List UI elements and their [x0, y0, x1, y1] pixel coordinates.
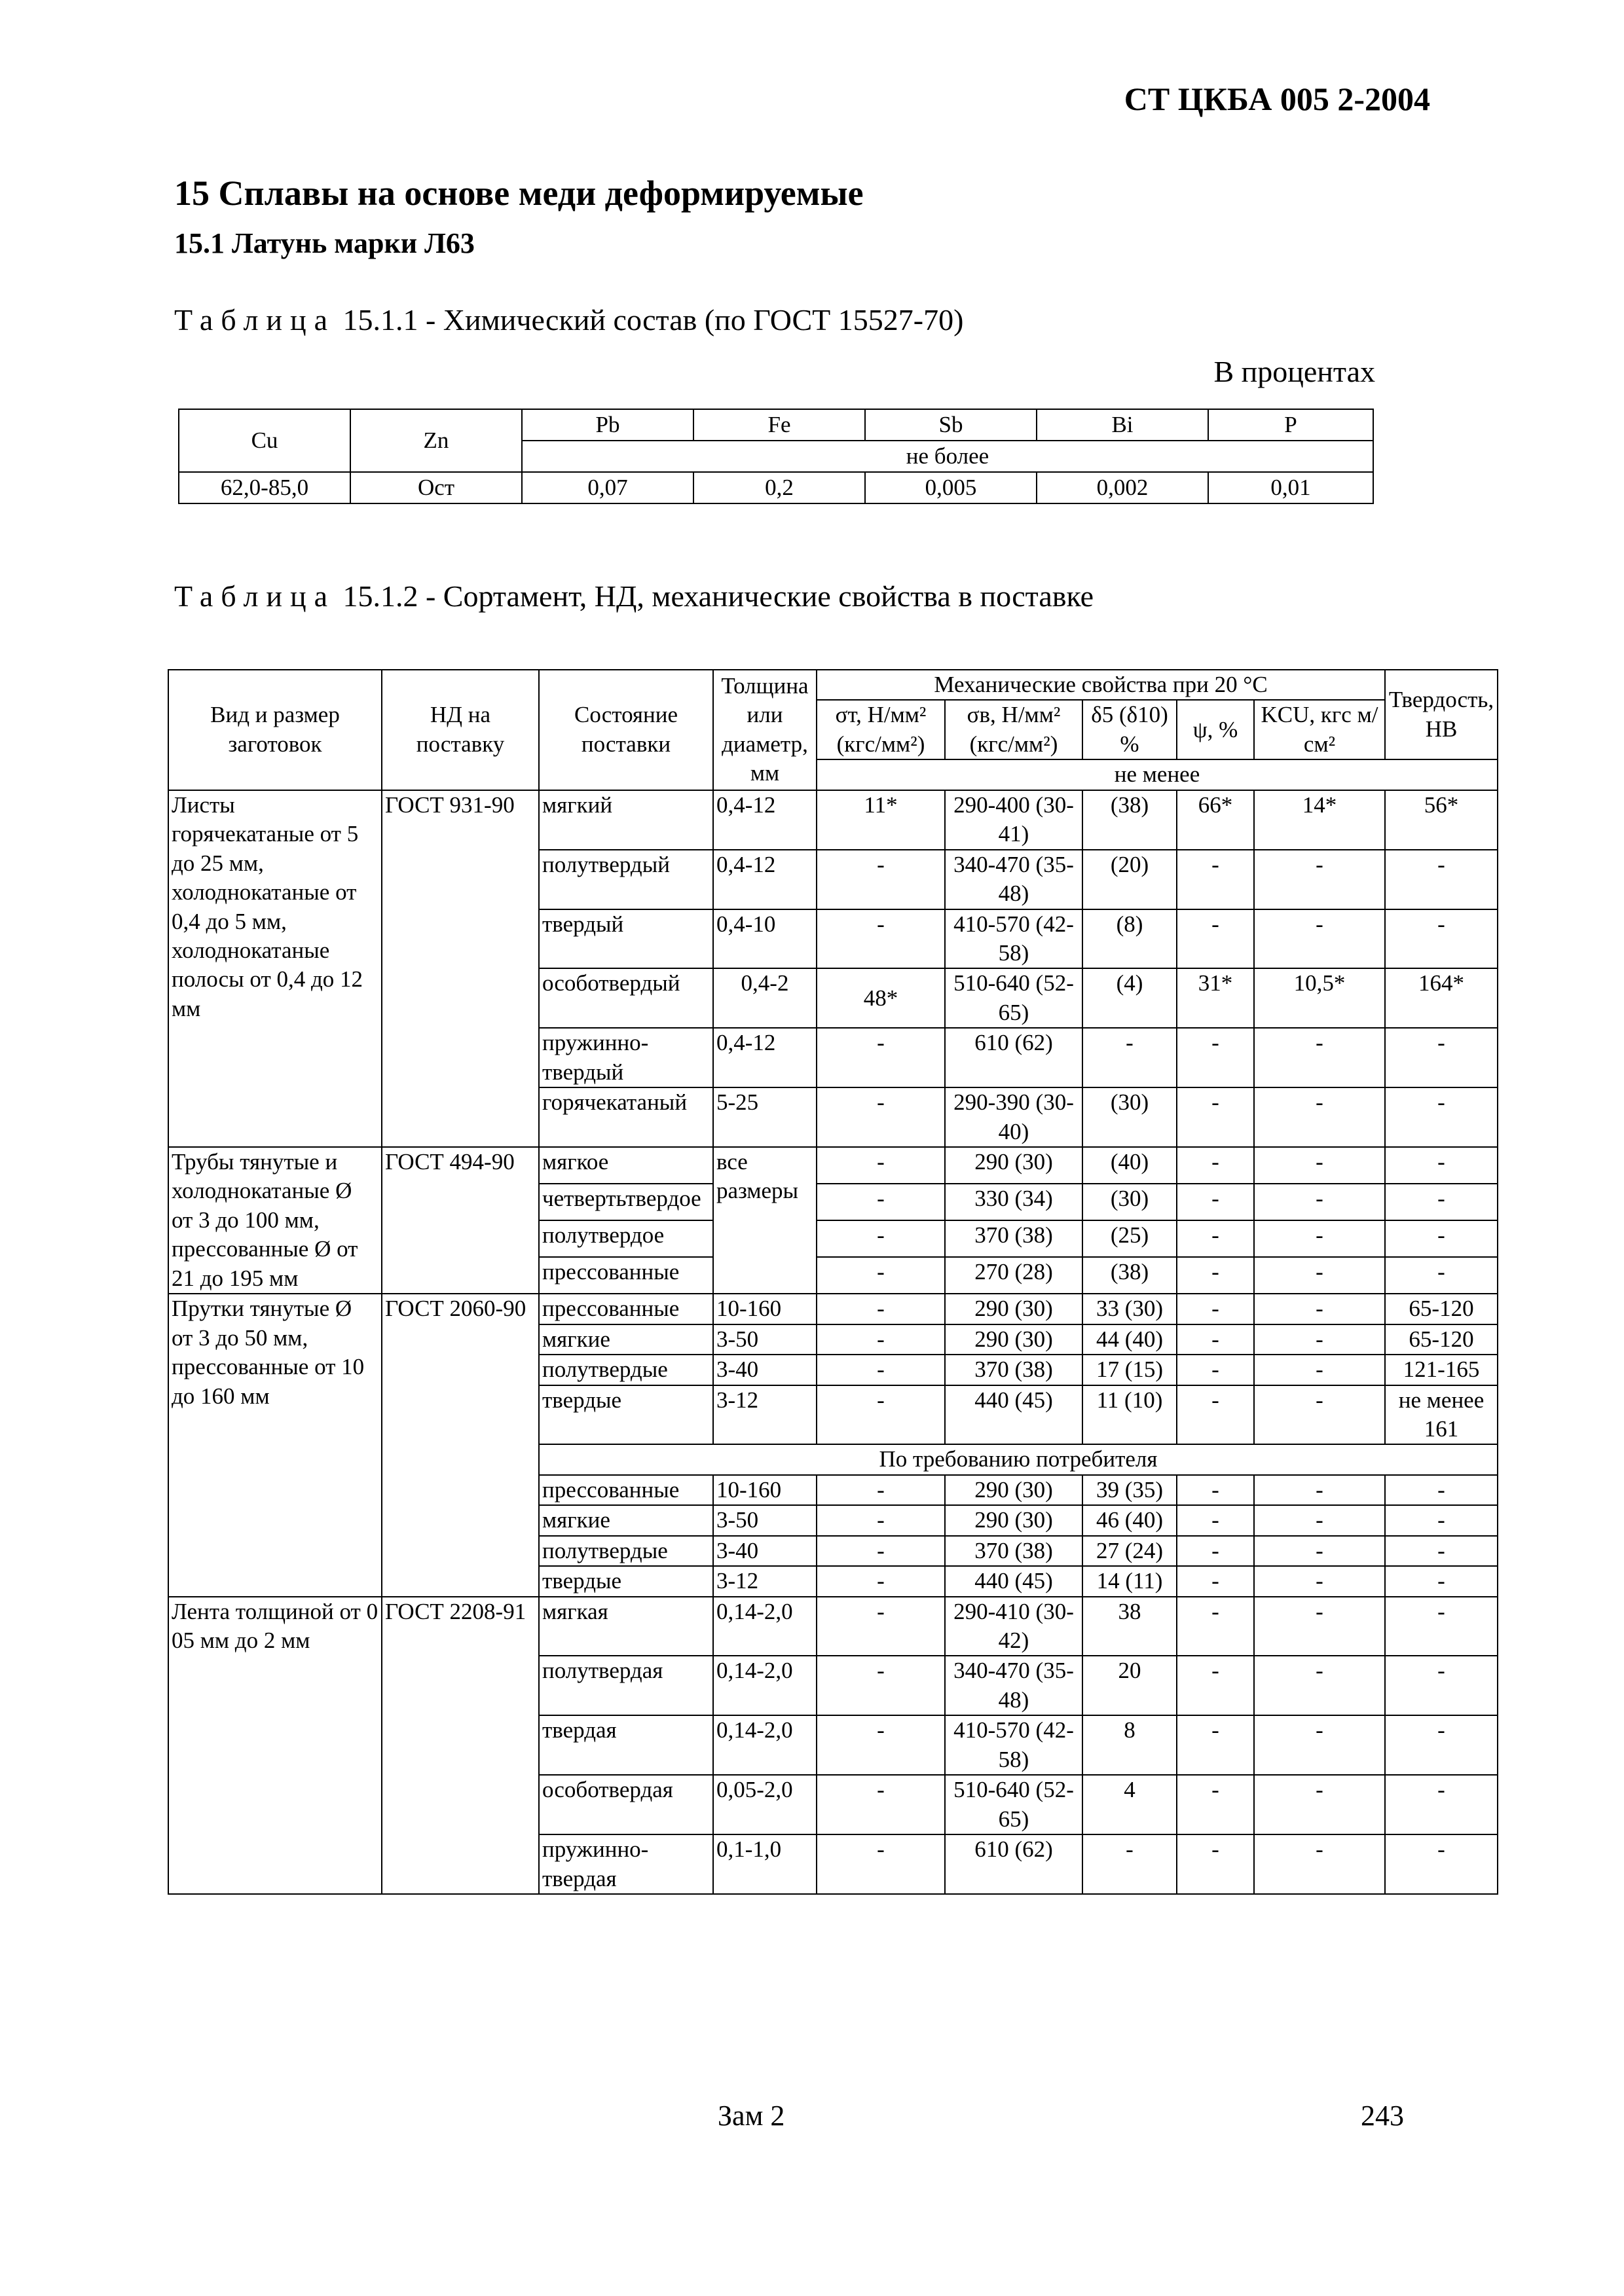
table1-value-row: [179, 472, 1373, 503]
cell-sigma-t: -: [817, 1147, 945, 1184]
cell-hardness: 121-165: [1385, 1355, 1498, 1385]
cell-hardness: -: [1385, 1257, 1498, 1294]
table-row: [168, 790, 1498, 850]
cell-state: четвертьтвердое: [539, 1184, 713, 1220]
cell-hardness: -: [1385, 1715, 1498, 1775]
cell-sigma-t: -: [817, 1294, 945, 1324]
cell-kcu: -: [1254, 1475, 1385, 1505]
cell-hardness: -: [1385, 1656, 1498, 1715]
cell-kcu: -: [1254, 1147, 1385, 1184]
cell-hardness: -: [1385, 1775, 1498, 1834]
cell-sigma-t: -: [817, 1087, 945, 1147]
cell-sigma-t: -: [817, 1536, 945, 1566]
cell-sigma-b: 370 (38): [945, 1220, 1082, 1257]
cell-state: мягкие: [539, 1324, 713, 1355]
cell-thickness: 3-50: [713, 1505, 817, 1535]
header-kind: Вид и размер заготовок: [168, 670, 382, 790]
header-min: не менее: [817, 759, 1498, 790]
cell-kcu: -: [1254, 1355, 1385, 1385]
cell-delta: (4): [1082, 968, 1177, 1028]
cell-sigma-b: 610 (62): [945, 1028, 1082, 1087]
cell-thickness: 3-40: [713, 1536, 817, 1566]
subsection-title: 15.1 Латунь марки Л63: [174, 227, 475, 259]
cell-sigma-t: -: [817, 1597, 945, 1656]
cell-kcu: -: [1254, 1220, 1385, 1257]
cell-sigma-b: 290-410 (30-42): [945, 1597, 1082, 1656]
cell-psi: -: [1177, 1324, 1254, 1355]
cell-sigma-b: 290 (30): [945, 1324, 1082, 1355]
cell-thickness: 0,1-1,0: [713, 1834, 817, 1894]
table2-caption-text: 15.1.2 - Сортамент, НД, механические свойства в поставке: [342, 579, 1094, 613]
group-kind-rods: Прутки тянутые Ø от 3 до 50 мм, прессованные от 10 до 160 мм: [168, 1294, 382, 1596]
cell-sigma-t: -: [817, 1656, 945, 1715]
cell-kcu: -: [1254, 1257, 1385, 1294]
cell-hardness: -: [1385, 1505, 1498, 1535]
cell-thickness: 0,14-2,0: [713, 1656, 817, 1715]
cell-hardness: -: [1385, 1566, 1498, 1596]
cell-sigma-b: 340-470 (35-48): [945, 1656, 1082, 1715]
document-code: СТ ЦКБА 005 2-2004: [1124, 81, 1430, 117]
cell-thickness: 10-160: [713, 1294, 817, 1324]
cell-psi: -: [1177, 1385, 1254, 1445]
group-kind-tubes: Трубы тянутые и холоднокатаные Ø от 3 до 100 мм, прессованные Ø от 21 до 195 мм: [168, 1147, 382, 1294]
cell-hardness: -: [1385, 1028, 1498, 1087]
table1-caption-text: 15.1.1 - Химический состав (по ГОСТ 15527-70): [342, 303, 964, 337]
cell-sigma-b: 370 (38): [945, 1536, 1082, 1566]
cell-thickness: 0,4-10: [713, 909, 817, 969]
header-kcu: KCU, кгс м/см²: [1254, 700, 1385, 759]
cell-state: твердые: [539, 1385, 713, 1445]
cell-delta: 14 (11): [1082, 1566, 1177, 1596]
cell-state: полутвердая: [539, 1656, 713, 1715]
cell-hardness: 65-120: [1385, 1294, 1498, 1324]
cell-thickness: 0,4-12: [713, 1028, 817, 1087]
cell-sigma-b: 330 (34): [945, 1184, 1082, 1220]
table1-value-cell: 0,07: [522, 472, 693, 503]
table1-subheader-cell: не более: [522, 441, 1373, 472]
cell-hardness: -: [1385, 1220, 1498, 1257]
consumer-note: По требованию потребителя: [539, 1444, 1498, 1474]
cell-state: твердая: [539, 1715, 713, 1775]
cell-thickness: 0,4-12: [713, 850, 817, 909]
cell-delta: 8: [1082, 1715, 1177, 1775]
cell-psi: 31*: [1177, 968, 1254, 1028]
cell-kcu: -: [1254, 1505, 1385, 1535]
header-mechanical: Механические свойства при 20 °С: [817, 670, 1385, 700]
header-thickness: Толщина или диаметр, мм: [713, 670, 817, 790]
table-row: [168, 1597, 1498, 1656]
cell-thickness: 10-160: [713, 1475, 817, 1505]
cell-delta: 4: [1082, 1775, 1177, 1834]
cell-state: мягкие: [539, 1505, 713, 1535]
cell-thickness: 0,05-2,0: [713, 1775, 817, 1834]
header-nd: НД на поставку: [382, 670, 539, 790]
cell-psi: -: [1177, 1028, 1254, 1087]
cell-kcu: -: [1254, 1656, 1385, 1715]
table1-value-cell: 0,01: [1208, 472, 1373, 503]
table1-unit-note: В процентах: [1213, 355, 1375, 388]
cell-kcu: -: [1254, 1294, 1385, 1324]
cell-sigma-t: -: [817, 1834, 945, 1894]
header-sigma-b: σв, Н/мм² (кгс/мм²): [945, 700, 1082, 759]
cell-sigma-b: 440 (45): [945, 1566, 1082, 1596]
cell-sigma-t: -: [817, 1505, 945, 1535]
group-kind-tape: Лента толщиной от 0 05 мм до 2 мм: [168, 1597, 382, 1894]
cell-hardness: -: [1385, 850, 1498, 909]
cell-kcu: -: [1254, 1834, 1385, 1894]
table1-header-cell: Sb: [865, 409, 1037, 441]
group-kind-sheets: Листы горячекатаные от 5 до 25 мм, холоднокатаные от 0,4 до 5 мм, холоднокатаные полосы от 0,4 до 12 мм: [168, 790, 382, 1147]
cell-psi: -: [1177, 1257, 1254, 1294]
cell-sigma-t: -: [817, 1715, 945, 1775]
header-psi: ψ, %: [1177, 700, 1254, 759]
cell-delta: 11 (10): [1082, 1385, 1177, 1445]
cell-psi: -: [1177, 1566, 1254, 1596]
cell-sigma-b: 290 (30): [945, 1294, 1082, 1324]
cell-thickness: 0,4-12: [713, 790, 817, 850]
cell-thickness: 3-50: [713, 1324, 817, 1355]
cell-thickness: 3-12: [713, 1566, 817, 1596]
cell-psi: -: [1177, 1294, 1254, 1324]
cell-kcu: -: [1254, 1566, 1385, 1596]
cell-hardness: -: [1385, 1184, 1498, 1220]
cell-sigma-t: -: [817, 909, 945, 969]
cell-hardness: 65-120: [1385, 1324, 1498, 1355]
cell-sigma-b: 510-640 (52-65): [945, 1775, 1082, 1834]
table1-header-cell: Zn: [350, 409, 522, 472]
header-state: Состояние поставки: [539, 670, 713, 790]
cell-state: мягкое: [539, 1147, 713, 1184]
cell-sigma-b: 290 (30): [945, 1475, 1082, 1505]
cell-kcu: -: [1254, 1087, 1385, 1147]
cell-sigma-t: 48*: [817, 968, 945, 1028]
cell-hardness: -: [1385, 1475, 1498, 1505]
cell-delta: (30): [1082, 1087, 1177, 1147]
cell-delta: 46 (40): [1082, 1505, 1177, 1535]
cell-thickness: 3-40: [713, 1355, 817, 1385]
cell-hardness: 164*: [1385, 968, 1498, 1028]
table1-value-cell: 0,002: [1037, 472, 1208, 503]
cell-hardness: -: [1385, 1147, 1498, 1184]
cell-delta: 17 (15): [1082, 1355, 1177, 1385]
table1-header-cell: Cu: [179, 409, 350, 472]
cell-sigma-t: -: [817, 1566, 945, 1596]
cell-sigma-b: 510-640 (52-65): [945, 968, 1082, 1028]
cell-hardness: -: [1385, 1087, 1498, 1147]
cell-delta: 20: [1082, 1656, 1177, 1715]
cell-kcu: 14*: [1254, 790, 1385, 850]
table-row: [168, 1147, 1498, 1184]
cell-hardness: -: [1385, 1597, 1498, 1656]
cell-hardness: -: [1385, 1536, 1498, 1566]
cell-kcu: -: [1254, 1775, 1385, 1834]
cell-state: полутвердый: [539, 850, 713, 909]
table1-header-cell: Fe: [693, 409, 865, 441]
cell-psi: -: [1177, 1505, 1254, 1535]
cell-delta: 27 (24): [1082, 1536, 1177, 1566]
table1-header-row: [179, 409, 1373, 441]
cell-delta: (8): [1082, 909, 1177, 969]
table1-header-cell: Bi: [1037, 409, 1208, 441]
cell-state: особотвердый: [539, 968, 713, 1028]
cell-delta: (20): [1082, 850, 1177, 909]
cell-delta: 38: [1082, 1597, 1177, 1656]
cell-psi: -: [1177, 1775, 1254, 1834]
cell-delta: (38): [1082, 1257, 1177, 1294]
cell-state: прессованные: [539, 1257, 713, 1294]
table-row: [168, 1294, 1498, 1324]
cell-sigma-b: 440 (45): [945, 1385, 1082, 1445]
cell-kcu: -: [1254, 850, 1385, 909]
cell-psi: -: [1177, 1355, 1254, 1385]
cell-delta: -: [1082, 1834, 1177, 1894]
cell-sigma-b: 340-470 (35-48): [945, 850, 1082, 909]
cell-sigma-t: -: [817, 1220, 945, 1257]
cell-state: мягкая: [539, 1597, 713, 1656]
cell-thickness: 5-25: [713, 1087, 817, 1147]
cell-kcu: -: [1254, 1715, 1385, 1775]
cell-hardness: -: [1385, 1834, 1498, 1894]
cell-sigma-b: 410-570 (42-58): [945, 1715, 1082, 1775]
header-sigma-t: σт, Н/мм² (кгс/мм²): [817, 700, 945, 759]
cell-state: пружинно-твердый: [539, 1028, 713, 1087]
group-nd-tape: ГОСТ 2208-91: [382, 1597, 539, 1894]
table2-header-row: [168, 670, 1498, 700]
header-hardness: Твердость, НВ: [1385, 670, 1498, 759]
cell-sigma-t: -: [817, 850, 945, 909]
cell-kcu: -: [1254, 1536, 1385, 1566]
cell-sigma-b: 410-570 (42-58): [945, 909, 1082, 969]
cell-state: прессованные: [539, 1475, 713, 1505]
cell-state: пружинно-твердая: [539, 1834, 713, 1894]
cell-kcu: -: [1254, 909, 1385, 969]
cell-state: твердые: [539, 1566, 713, 1596]
cell-psi: -: [1177, 1087, 1254, 1147]
cell-sigma-b: 290-390 (30-40): [945, 1087, 1082, 1147]
cell-psi: -: [1177, 1220, 1254, 1257]
table2-caption-word: Таблица: [174, 579, 335, 613]
cell-psi: -: [1177, 1834, 1254, 1894]
cell-sigma-t: -: [817, 1475, 945, 1505]
header-delta: δ5 (δ10) %: [1082, 700, 1177, 759]
change-number: Зам 2: [718, 2100, 785, 2132]
chemical-composition-table: [178, 409, 1374, 504]
cell-kcu: -: [1254, 1385, 1385, 1445]
cell-delta: (40): [1082, 1147, 1177, 1184]
cell-state: полутвердое: [539, 1220, 713, 1257]
cell-psi: -: [1177, 1536, 1254, 1566]
cell-sigma-t: -: [817, 1028, 945, 1087]
cell-sigma-t: -: [817, 1257, 945, 1294]
cell-psi: 66*: [1177, 790, 1254, 850]
cell-sigma-b: 290-400 (30-41): [945, 790, 1082, 850]
table1-value-cell: 0,2: [693, 472, 865, 503]
cell-delta: (30): [1082, 1184, 1177, 1220]
table1-value-cell: 0,005: [865, 472, 1037, 503]
section-title: 15 Сплавы на основе меди деформируемые: [174, 173, 864, 213]
cell-sigma-t: 11*: [817, 790, 945, 850]
cell-thickness: 0,4-2: [713, 968, 817, 1028]
cell-kcu: -: [1254, 1028, 1385, 1087]
cell-state: горячекатаный: [539, 1087, 713, 1147]
page-number: 243: [1361, 2100, 1404, 2132]
table1-header-cell: Pb: [522, 409, 693, 441]
cell-sigma-b: 270 (28): [945, 1257, 1082, 1294]
cell-sigma-b: 290 (30): [945, 1505, 1082, 1535]
cell-psi: -: [1177, 909, 1254, 969]
cell-kcu: -: [1254, 1184, 1385, 1220]
cell-sigma-t: -: [817, 1385, 945, 1445]
cell-state: полутвердые: [539, 1355, 713, 1385]
cell-delta: 33 (30): [1082, 1294, 1177, 1324]
cell-psi: -: [1177, 1475, 1254, 1505]
cell-sigma-t: -: [817, 1775, 945, 1834]
cell-state: особотвердая: [539, 1775, 713, 1834]
table1-header-cell: P: [1208, 409, 1373, 441]
cell-kcu: 10,5*: [1254, 968, 1385, 1028]
cell-state: мягкий: [539, 790, 713, 850]
cell-thickness: 3-12: [713, 1385, 817, 1445]
cell-hardness: не менее 161: [1385, 1385, 1498, 1445]
cell-thickness: 0,14-2,0: [713, 1715, 817, 1775]
cell-sigma-t: -: [817, 1355, 945, 1385]
cell-delta: (25): [1082, 1220, 1177, 1257]
cell-kcu: -: [1254, 1597, 1385, 1656]
cell-delta: 44 (40): [1082, 1324, 1177, 1355]
cell-delta: 39 (35): [1082, 1475, 1177, 1505]
cell-psi: -: [1177, 850, 1254, 909]
table1-value-cell: 62,0-85,0: [179, 472, 350, 503]
cell-psi: -: [1177, 1715, 1254, 1775]
group-nd-sheets: ГОСТ 931-90: [382, 790, 539, 1147]
cell-psi: -: [1177, 1656, 1254, 1715]
table1-caption: [174, 302, 963, 337]
table2-caption: [174, 579, 1094, 613]
group-nd-rods: ГОСТ 2060-90: [382, 1294, 539, 1596]
cell-sigma-b: 290 (30): [945, 1147, 1082, 1184]
table1-caption-word: Таблица: [174, 303, 335, 337]
cell-psi: -: [1177, 1597, 1254, 1656]
cell-state: полутвердые: [539, 1536, 713, 1566]
cell-thickness: все размеры: [713, 1147, 817, 1294]
table1-value-cell: Ост: [350, 472, 522, 503]
cell-delta: -: [1082, 1028, 1177, 1087]
cell-sigma-b: 610 (62): [945, 1834, 1082, 1894]
cell-thickness: 0,14-2,0: [713, 1597, 817, 1656]
cell-psi: -: [1177, 1147, 1254, 1184]
cell-state: прессованные: [539, 1294, 713, 1324]
cell-sigma-t: -: [817, 1184, 945, 1220]
mechanical-properties-table: [168, 669, 1498, 1895]
cell-sigma-t: -: [817, 1324, 945, 1355]
cell-delta: (38): [1082, 790, 1177, 850]
cell-psi: -: [1177, 1184, 1254, 1220]
cell-sigma-b: 370 (38): [945, 1355, 1082, 1385]
cell-state: твердый: [539, 909, 713, 969]
cell-kcu: -: [1254, 1324, 1385, 1355]
cell-hardness: -: [1385, 909, 1498, 969]
group-nd-tubes: ГОСТ 494-90: [382, 1147, 539, 1294]
cell-hardness: 56*: [1385, 790, 1498, 850]
